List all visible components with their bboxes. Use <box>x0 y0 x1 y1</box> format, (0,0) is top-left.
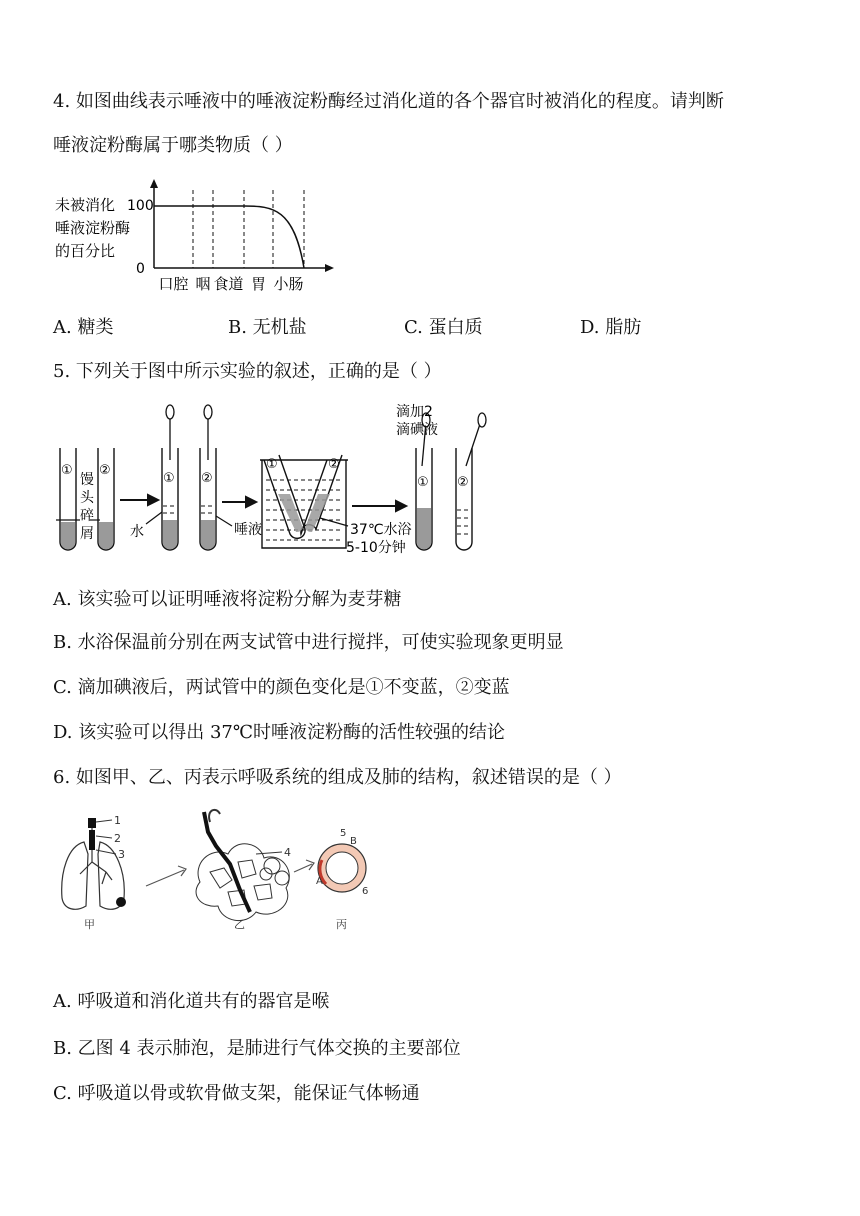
iodine-label-1: 滴加2 <box>396 404 433 420</box>
q4-chart <box>50 176 350 298</box>
label-5: 5 <box>340 828 347 839</box>
tube-label-1b: ① <box>163 471 175 486</box>
q6-stem: 6. 如图甲、乙、丙表示呼吸系统的组成及肺的结构，叙述错误的是（ ） <box>53 767 622 788</box>
label-4: 4 <box>284 846 291 859</box>
tube-label-2c: ② <box>328 457 340 472</box>
q4-organ-label: 食道 <box>213 275 244 293</box>
saliva-label: 唾液 <box>234 522 262 538</box>
bread-label-1: 馒 <box>80 472 94 488</box>
tube-2-stage4 <box>456 448 472 550</box>
q4-ylabel-1: 未被消化 <box>55 196 116 214</box>
q4-option-c[interactable]: C. 蛋白质 <box>404 317 483 338</box>
tube-label-2a: ② <box>99 463 111 478</box>
q4-ylabel-3: 的百分比 <box>55 242 116 260</box>
bronchiole <box>204 812 250 912</box>
alveoli-cluster <box>196 844 289 921</box>
caption-jia: 甲 <box>84 918 95 931</box>
q5-option-a[interactable]: A. 该实验可以证明唾液将淀粉分解为麦芽糖 <box>53 589 402 610</box>
bread-label-4: 屑 <box>80 526 94 542</box>
q4-organ-label: 小肠 <box>273 275 304 293</box>
label-3: 3 <box>118 848 125 861</box>
q5-option-c[interactable]: C. 滴加碘液后，两试管中的颜色变化是①不变蓝，②变蓝 <box>53 677 510 698</box>
q6-option-b[interactable]: B. 乙图 4 表示肺泡，是肺进行气体交换的主要部位 <box>53 1038 461 1059</box>
q4-stem-line1: 4. 如图曲线表示唾液中的唾液淀粉酶经过消化道的各个器官时被消化的程度。请判断 <box>53 91 724 112</box>
q5-experiment-figure <box>50 402 490 560</box>
q4-ytick-100: 100 <box>127 198 154 214</box>
label-2: 2 <box>114 832 121 845</box>
tube-label-2b: ② <box>201 471 213 486</box>
q4-curve <box>154 206 304 268</box>
q4-stem-line2: 唾液淀粉酶属于哪类物质（ ） <box>53 135 293 156</box>
q6-option-a[interactable]: A. 呼吸道和消化道共有的器官是喉 <box>53 991 330 1012</box>
tube-label-1d: ① <box>417 475 429 490</box>
bath-label-1: 37℃水浴 <box>350 522 412 538</box>
q4-organ-label: 口腔 <box>158 275 189 293</box>
q6-option-c[interactable]: C. 呼吸道以骨或软骨做支架，能保证气体畅通 <box>53 1083 420 1104</box>
tube-label-2d: ② <box>457 475 469 490</box>
q5-option-d[interactable]: D. 该实验可以得出 37℃时唾液淀粉酶的活性较强的结论 <box>53 722 505 743</box>
bread-label-2: 头 <box>80 490 94 506</box>
q4-organ-label: 胃 <box>250 275 267 293</box>
label-a: A <box>316 876 323 887</box>
q4-option-b[interactable]: B. 无机盐 <box>228 317 307 338</box>
larynx <box>88 818 96 828</box>
water-label: 水 <box>130 524 144 540</box>
label-6: 6 <box>362 886 369 897</box>
q4-option-a[interactable]: A. 糖类 <box>53 317 114 338</box>
trachea <box>89 830 95 850</box>
tube-label-1a: ① <box>61 463 73 478</box>
q4-ytick-0: 0 <box>136 261 145 277</box>
bath-label-2: 5-10分钟 <box>346 540 406 556</box>
q4-y-arrow <box>150 179 158 188</box>
q4-ylabel-2: 唾液淀粉酶 <box>55 219 131 237</box>
label-1: 1 <box>114 814 121 827</box>
caption-yi: 乙 <box>234 918 245 931</box>
bread-label-3: 碎 <box>80 508 94 524</box>
q4-option-d[interactable]: D. 脂肪 <box>580 317 642 338</box>
tube-label-1c: ① <box>266 457 278 472</box>
caption-bing: 丙 <box>336 918 347 931</box>
label-b: B <box>350 836 357 847</box>
lung-left <box>62 842 88 909</box>
q4-organ-label: 咽 <box>195 275 211 293</box>
q4-x-arrow <box>325 264 334 272</box>
q5-stem: 5. 下列关于图中所示实验的叙述，正确的是（ ） <box>53 361 442 382</box>
q5-option-b[interactable]: B. 水浴保温前分别在两支试管中进行搅拌，可使实验现象更明显 <box>53 632 564 653</box>
q6-respiratory-figure <box>50 802 380 932</box>
iodine-label-2: 滴碘液 <box>396 422 438 438</box>
